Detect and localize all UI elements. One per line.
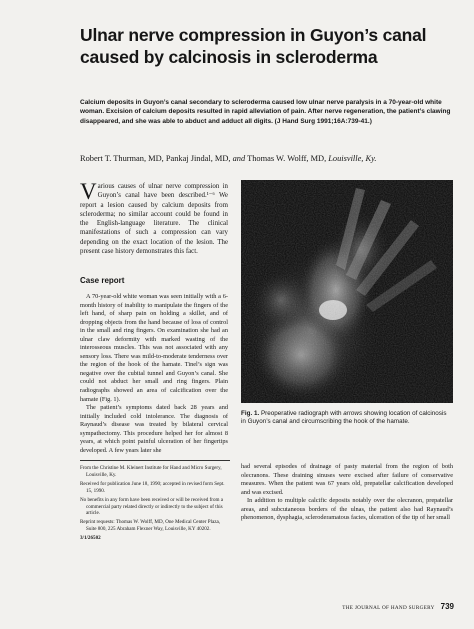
footnote-code: 3/1/26502 [80, 535, 101, 542]
footnote: From the Christine M. Kleinert Institute for Hand and Micro Surgery, Louisville, Ky. [80, 465, 222, 478]
authors-and: and [232, 154, 246, 163]
case-paragraph: A 70-year-old white woman was seen initially with a 6-month history of inability to manipulate the fingers of the left hand, of sharp pain on holding a skillet, and of dropping objects from the hand because of loss of control in the small and ring fingers. On examination she had an ulnar claw deformity with marked wasting of the interosseous muscles. This was not associated with any sensory loss. There was mild-to-moderate tenderness over the region of the hook of the hamate. Tinel’s sign was negative over the cubital tunnel and Guyon’s canal. She could not abduct her small and ring fingers. Plain radiographs showed an area of calcification over the hamate (Fig. 1). [80, 293, 228, 403]
authors-names-a: Robert T. Thurman, MD, Pankaj Jindal, MD, [80, 154, 233, 163]
page-number: 739 [440, 602, 454, 611]
authors-names-b: Thomas W. Wolff, MD, [245, 154, 329, 163]
intro-column [80, 179, 228, 256]
footnote: Reprint requests: Thomas W. Wolff, MD, One Medical Center Plaza, Suite 800, 225 Abraham Flexner Way, Louisville, KY 40202. [80, 519, 221, 533]
case-report-heading: Case report [80, 276, 125, 285]
caption-text-b: showing location of calcinosis in Guyon’s canal and circumscribing the hook of the hamate. [241, 410, 447, 426]
footnote: No benefits in any form have been received or will be received from a commercial party related directly or indirectly to the subject of this article. [80, 496, 223, 517]
footnote: Received for publication June 18, 1990; accepted in revised form Sept. 15, 1990. [80, 480, 225, 494]
footnotes [80, 465, 230, 544]
figure-label: Fig. 1. [241, 410, 260, 417]
case-report-body [80, 293, 228, 455]
author-line [80, 154, 460, 164]
drop-cap: V [80, 179, 97, 204]
figure-caption [241, 410, 453, 427]
page-footer [330, 596, 454, 614]
journal-name: THE JOURNAL OF HAND SURGERY [342, 605, 435, 611]
radiograph-image [241, 180, 453, 403]
intro-paragraph [80, 179, 228, 256]
radiograph-figure [241, 180, 453, 403]
case-paragraph: The patient’s symptoms dated back 28 years and initially included cold intolerance. The diagnosis of Raynaud’s disease was treated by bilateral cervical sympathectomy. This procedure helped her for almost 8 years, at which point painful ulceration of her fingertips developed. A few years later she [80, 404, 228, 454]
article-title: Ulnar nerve compression in Guyon’s canal caused by calcinosis in scleroderma [80, 25, 427, 67]
body-paragraph: had several episodes of drainage of pasty material from the region of both olecranons. These draining sinuses were excised after failure of conservative measures. When the patient was 67 years old, prepatellar calcification developed and was excised. [241, 463, 453, 496]
body-paragraph: In addition to multiple calcific deposits notably over the olecranon, prepatellar areas, and subcutaneous borders of the ulnas, the patient also had Raynaud’s phenomenon, dysphagia, scleroderamatous facies, ulceration of the tip of her small [241, 497, 453, 522]
right-column-text [241, 463, 453, 523]
footnote-divider [80, 460, 230, 461]
article-abstract: Calcium deposits in Guyon’s canal secondary to scleroderma caused low ulnar nerve paralysis in a 70-year-old white woman. Excision of calcium deposits resulted in rapid alleviation of pain. After nerve regeneration, the patient’s clawing disappeared, and she was able to abduct and adduct all digits. (J Hand Surg 1991;16A:739-41.) [80, 99, 451, 125]
authors-location: Louisville, Ky. [328, 154, 377, 163]
caption-text-a: Preoperative radiograph with [259, 410, 344, 417]
intro-text: arious causes of ulnar nerve compression in Guyon’s canal have been described.¹⁻⁶ We report a lesion caused by calcium deposits from scleroderma; no similar account could be found in the English-language literature. The clinical manifestations of such a compression can vary depending on the exact location of the lesion. The present case history demonstrates this fact. [80, 183, 228, 255]
caption-arrows: arrows [343, 410, 363, 417]
